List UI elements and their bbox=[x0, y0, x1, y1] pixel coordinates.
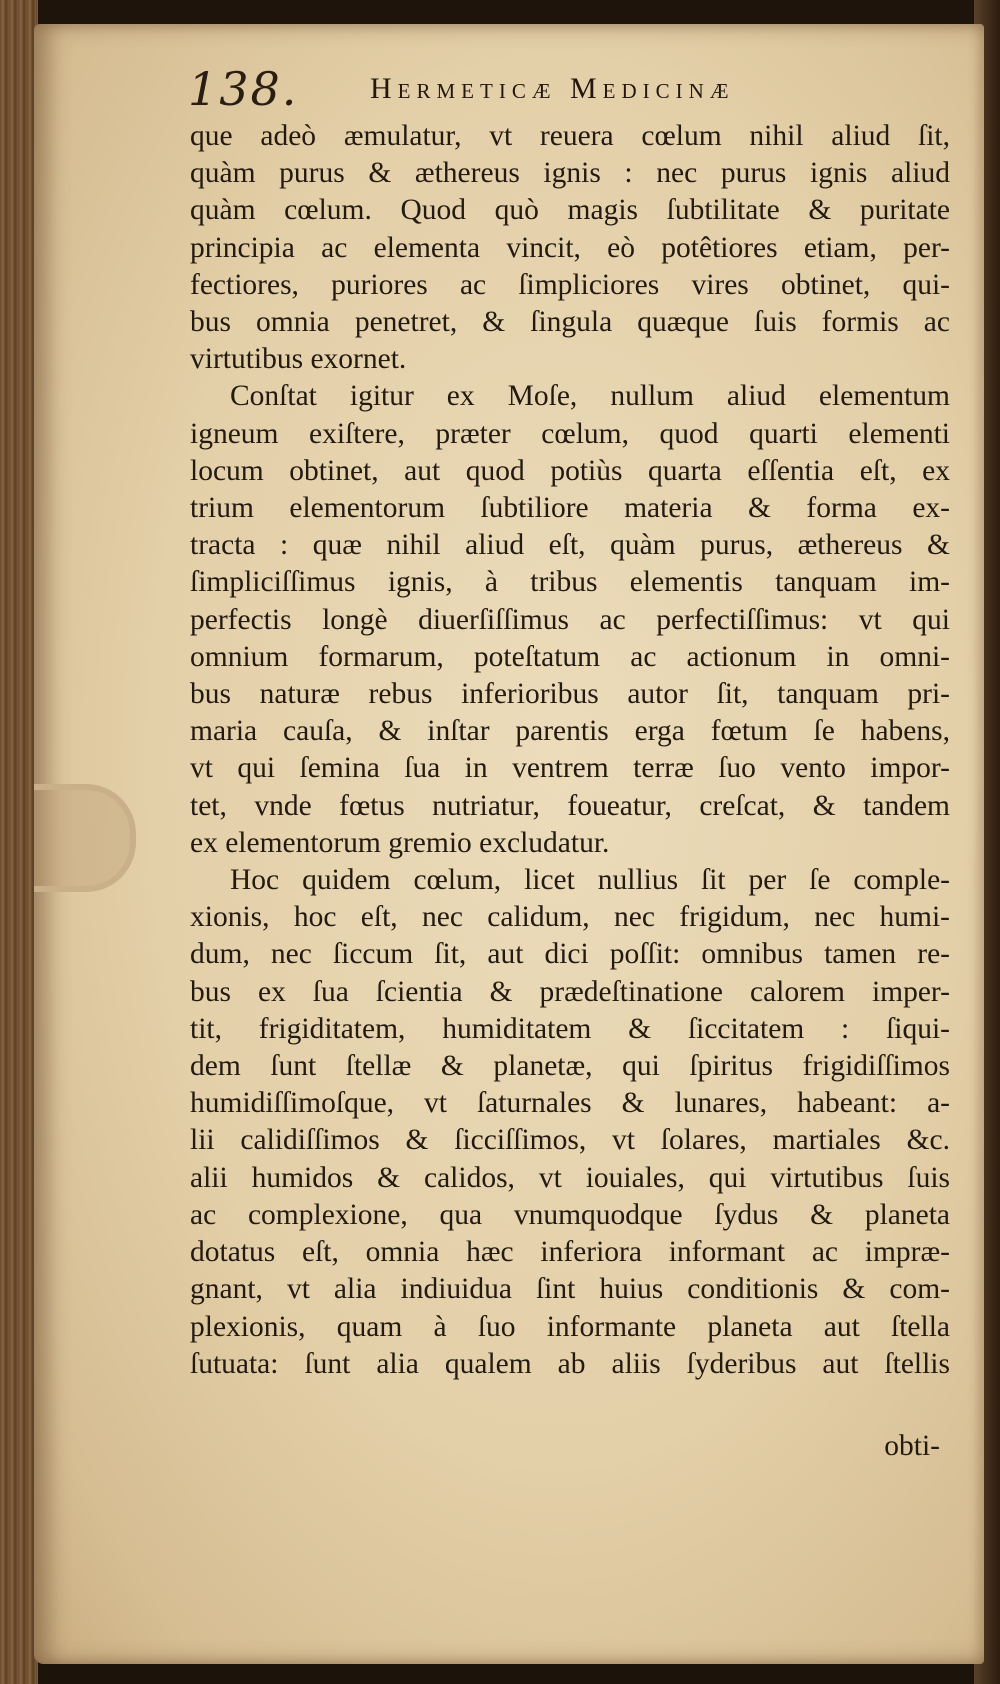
text-line: ſutuata: ſunt alia qualem ab aliis ſyderibus aut ſtellis bbox=[190, 1347, 950, 1380]
text-line: locum obtinet, aut quod potiùs quarta eſſentia eſt, ex bbox=[190, 454, 950, 487]
text-line: virtutibus exornet. bbox=[190, 343, 407, 376]
text-line: tet, vnde fœtus nutriatur, foueatur, creſcat, & tandem bbox=[190, 789, 950, 822]
page-header bbox=[150, 62, 950, 122]
book-binding bbox=[0, 0, 38, 1684]
page-number: 138. bbox=[188, 62, 299, 116]
text-line: gnant, vt alia indiuidua ſint huius conditionis & com- bbox=[190, 1273, 950, 1306]
text-line: tracta : quæ nihil aliud eſt, quàm purus, æthereus & bbox=[190, 529, 950, 562]
page-clip bbox=[34, 784, 136, 892]
text-line: vt qui ſemina ſua in ventrem terræ ſuo vento impor- bbox=[190, 752, 950, 785]
text-line: humidiſſimoſque, vt ſaturnales & lunares, habeant: a- bbox=[190, 1087, 950, 1120]
text-line: ſimpliciſſimus ignis, à tribus elementis tanquam im- bbox=[190, 566, 950, 599]
text-line: dem ſunt ſtellæ & planetæ, qui ſpiritus frigidiſſimos bbox=[190, 1050, 950, 1083]
text-line: alii humidos & calidos, vt iouiales, qui virtutibus ſuis bbox=[190, 1161, 950, 1194]
text-line: Conſtat igitur ex Moſe, nullum aliud elementum bbox=[230, 380, 950, 413]
text-line: ex elementorum gremio excludatur. bbox=[190, 826, 610, 859]
text-line: perfectis longè diuerſiſſimus ac perfectiſſimus: vt qui bbox=[190, 603, 950, 636]
text-line: lii calidiſſimos & ſicciſſimos, vt ſolares, martiales &c. bbox=[190, 1124, 950, 1157]
text-line: ac complexione, qua vnumquodque ſydus & planeta bbox=[190, 1198, 950, 1231]
text-line: bus omnia penetret, & ſingula quæque ſuis formis ac bbox=[190, 306, 950, 339]
text-line: xionis, hoc eſt, nec calidum, nec frigidum, nec humi- bbox=[190, 901, 950, 934]
text-line: bus ex ſua ſcientia & prædeſtinatione calorem imper- bbox=[190, 975, 950, 1008]
text-line: quàm cœlum. Quod quò magis ſubtilitate & puritate bbox=[190, 194, 950, 227]
text-line: tit, frigiditatem, humiditatem & ſiccitatem : ſiqui- bbox=[190, 1012, 950, 1045]
catchword: obti- bbox=[884, 1430, 940, 1462]
text-line: bus naturæ rebus inferioribus autor ſit, tanquam pri- bbox=[190, 678, 950, 711]
body-text bbox=[190, 118, 950, 1383]
text-line: dum, nec ſiccum ſit, aut dici poſſit: omnibus tamen re- bbox=[190, 938, 950, 971]
text-line: principia ac elementa vincit, eò potêtiores etiam, per- bbox=[190, 231, 950, 264]
text-line: igneum exiſtere, præter cœlum, quod quarti elementi bbox=[190, 417, 950, 450]
text-line: omnium formarum, poteſtatum ac actionum in omni- bbox=[190, 640, 950, 673]
text-line: que adeò æmulatur, vt reuera cœlum nihil aliud ſit, bbox=[190, 120, 950, 152]
text-line: trium elementorum ſubtiliore materia & forma ex- bbox=[190, 492, 950, 525]
running-title: Hermeticæ Medicinæ bbox=[370, 72, 735, 105]
text-line: quàm purus & æthereus ignis : nec purus ignis aliud bbox=[190, 157, 950, 190]
text-line: fectiores, puriores ac ſimpliciores vires obtinet, qui- bbox=[190, 268, 950, 301]
text-line: maria cauſa, & inſtar parentis erga fœtum ſe habens, bbox=[190, 715, 950, 748]
text-line: plexionis, quam à ſuo informante planeta aut ſtella bbox=[190, 1310, 950, 1343]
text-line: Hoc quidem cœlum, licet nullius ſit per ſe comple- bbox=[230, 864, 950, 897]
text-line: dotatus eſt, omnia hæc inferiora informant ac impræ- bbox=[190, 1236, 950, 1269]
